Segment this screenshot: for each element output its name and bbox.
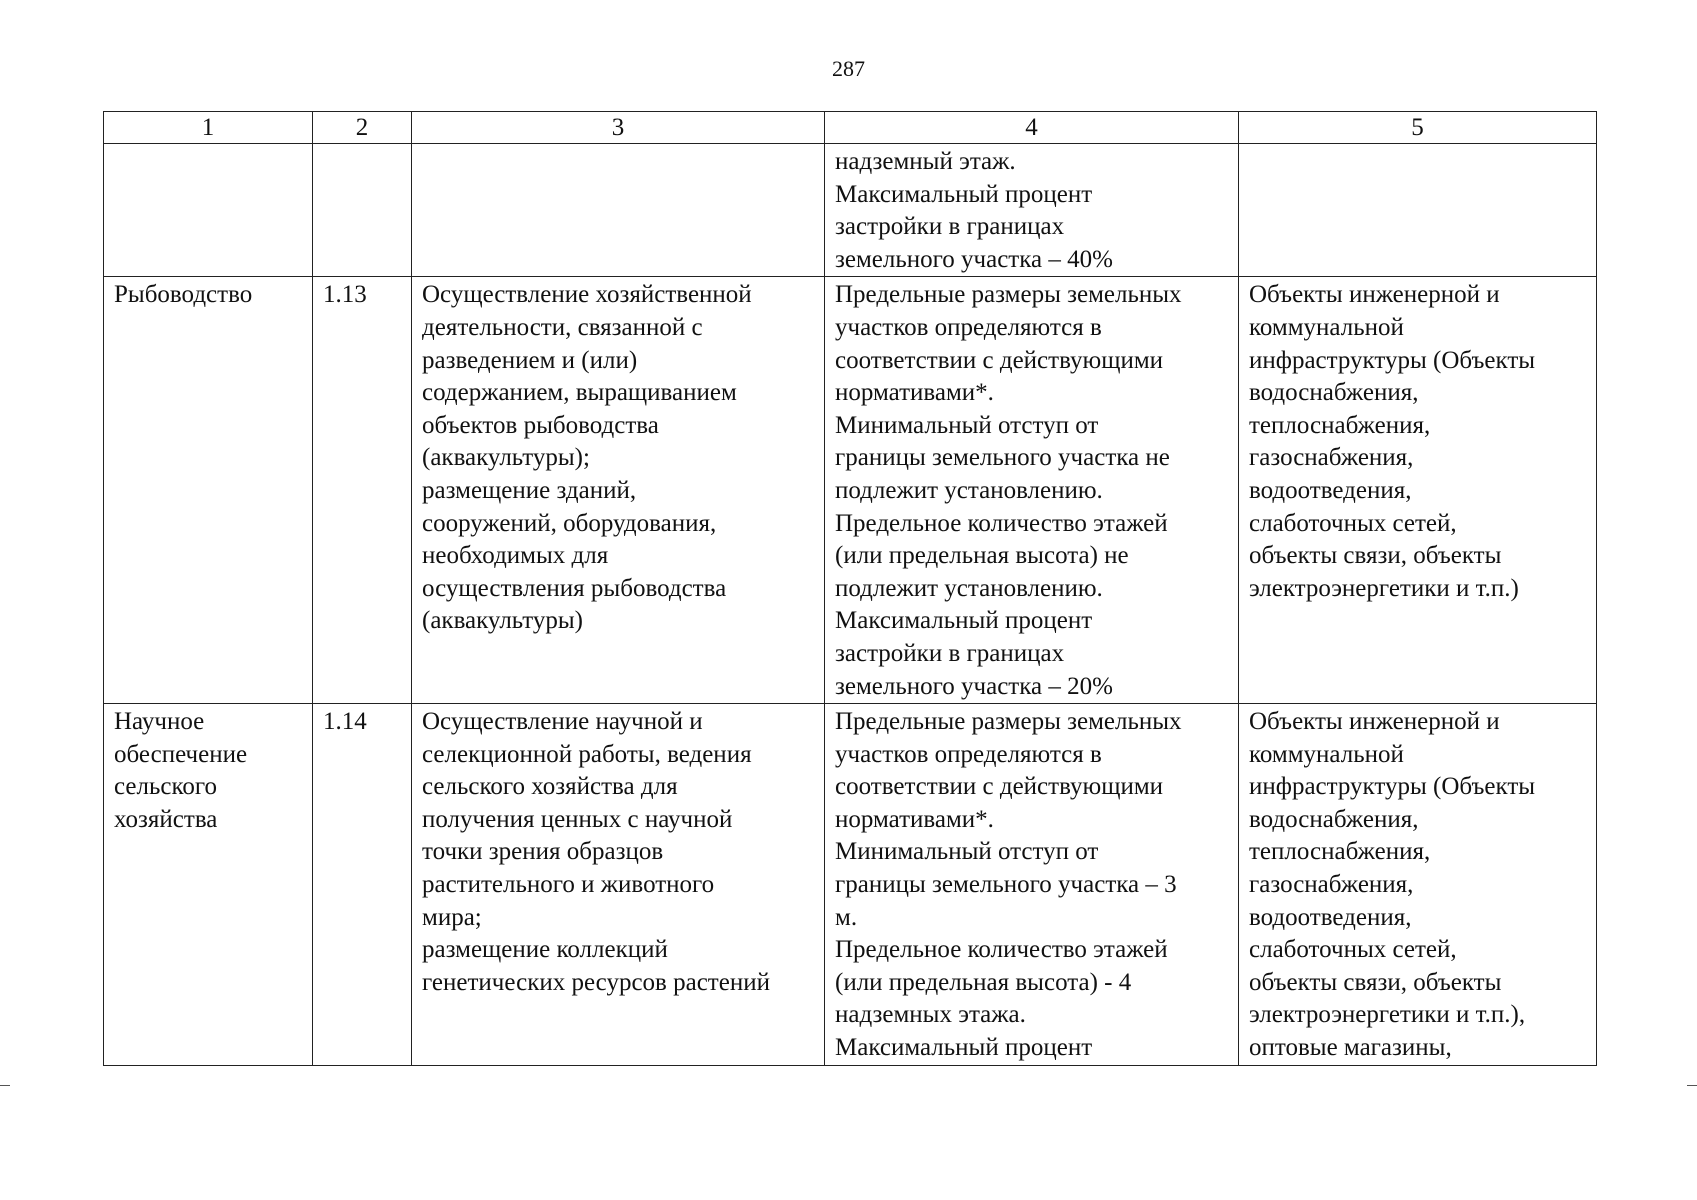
table-row [104, 277, 1597, 704]
land-use-table [103, 111, 1597, 1066]
table-row [104, 704, 1597, 1066]
row-agri-science-use-name: Научное обеспечение сельского хозяйства [104, 704, 313, 1066]
row-agri-science-description: Осуществление научной и селекционной работы, ведения сельского хозяйства для получения ценных с научной точки зрения образцов растительного и животного мира; размещение коллекций генетических ресурсов растений [412, 704, 825, 1066]
row-continuation-parameters: надземный этаж. Максимальный процент застройки в границах земельного участка – 40% [825, 144, 1239, 277]
header-cell-5: 5 [1239, 112, 1597, 144]
row-fish-farming-parameters: Предельные размеры земельных участков определяются в соответствии с действующими нормативами*. Минимальный отступ от границы земельного участка не подлежит установлению. Предельное количество этажей (или предельная высота) не подлежит установлению. Максимальный процент застройки в границах земельного участка – 20% [825, 277, 1239, 704]
row-continuation-use-name [104, 144, 313, 277]
row-agri-science-parameters: Предельные размеры земельных участков определяются в соответствии с действующими нормативами*. Минимальный отступ от границы земельного участка – 3 м. Предельное количество этажей (или предельная высота) - 4 надземных этажа. Максимальный процент [825, 704, 1239, 1066]
row-fish-farming-description: Осуществление хозяйственной деятельности, связанной с разведением и (или) содержанием, выращиванием объектов рыбоводства (аквакультуры); размещение зданий, сооружений, оборудования, необходимых для осуществления рыбоводства (аквакультуры) [412, 277, 825, 704]
header-cell-2: 2 [313, 112, 412, 144]
header-cell-3: 3 [412, 112, 825, 144]
row-fish-farming-code: 1.13 [313, 277, 412, 704]
row-continuation-description [412, 144, 825, 277]
table-header-row [104, 112, 1597, 144]
row-agri-science-auxiliary: Объекты инженерной и коммунальной инфраструктуры (Объекты водоснабжения, теплоснабжения, газоснабжения, водоотведения, слаботочных сетей, объекты связи, объекты электроэнергетики и т.п.), оптовые магазины, [1239, 704, 1597, 1066]
row-continuation-auxiliary [1239, 144, 1597, 277]
page-number: 287 [832, 56, 865, 81]
row-fish-farming-auxiliary: Объекты инженерной и коммунальной инфраструктуры (Объекты водоснабжения, теплоснабжения, газоснабжения, водоотведения, слаботочных сетей, объекты связи, объекты электроэнергетики и т.п.) [1239, 277, 1597, 704]
row-agri-science-code: 1.14 [313, 704, 412, 1066]
left-margin-mark [0, 1085, 10, 1086]
row-fish-farming-use-name: Рыбоводство [104, 277, 313, 704]
right-margin-mark [1687, 1085, 1697, 1086]
row-continuation-code [313, 144, 412, 277]
header-cell-1: 1 [104, 112, 313, 144]
table-row [104, 144, 1597, 277]
header-cell-4: 4 [825, 112, 1239, 144]
